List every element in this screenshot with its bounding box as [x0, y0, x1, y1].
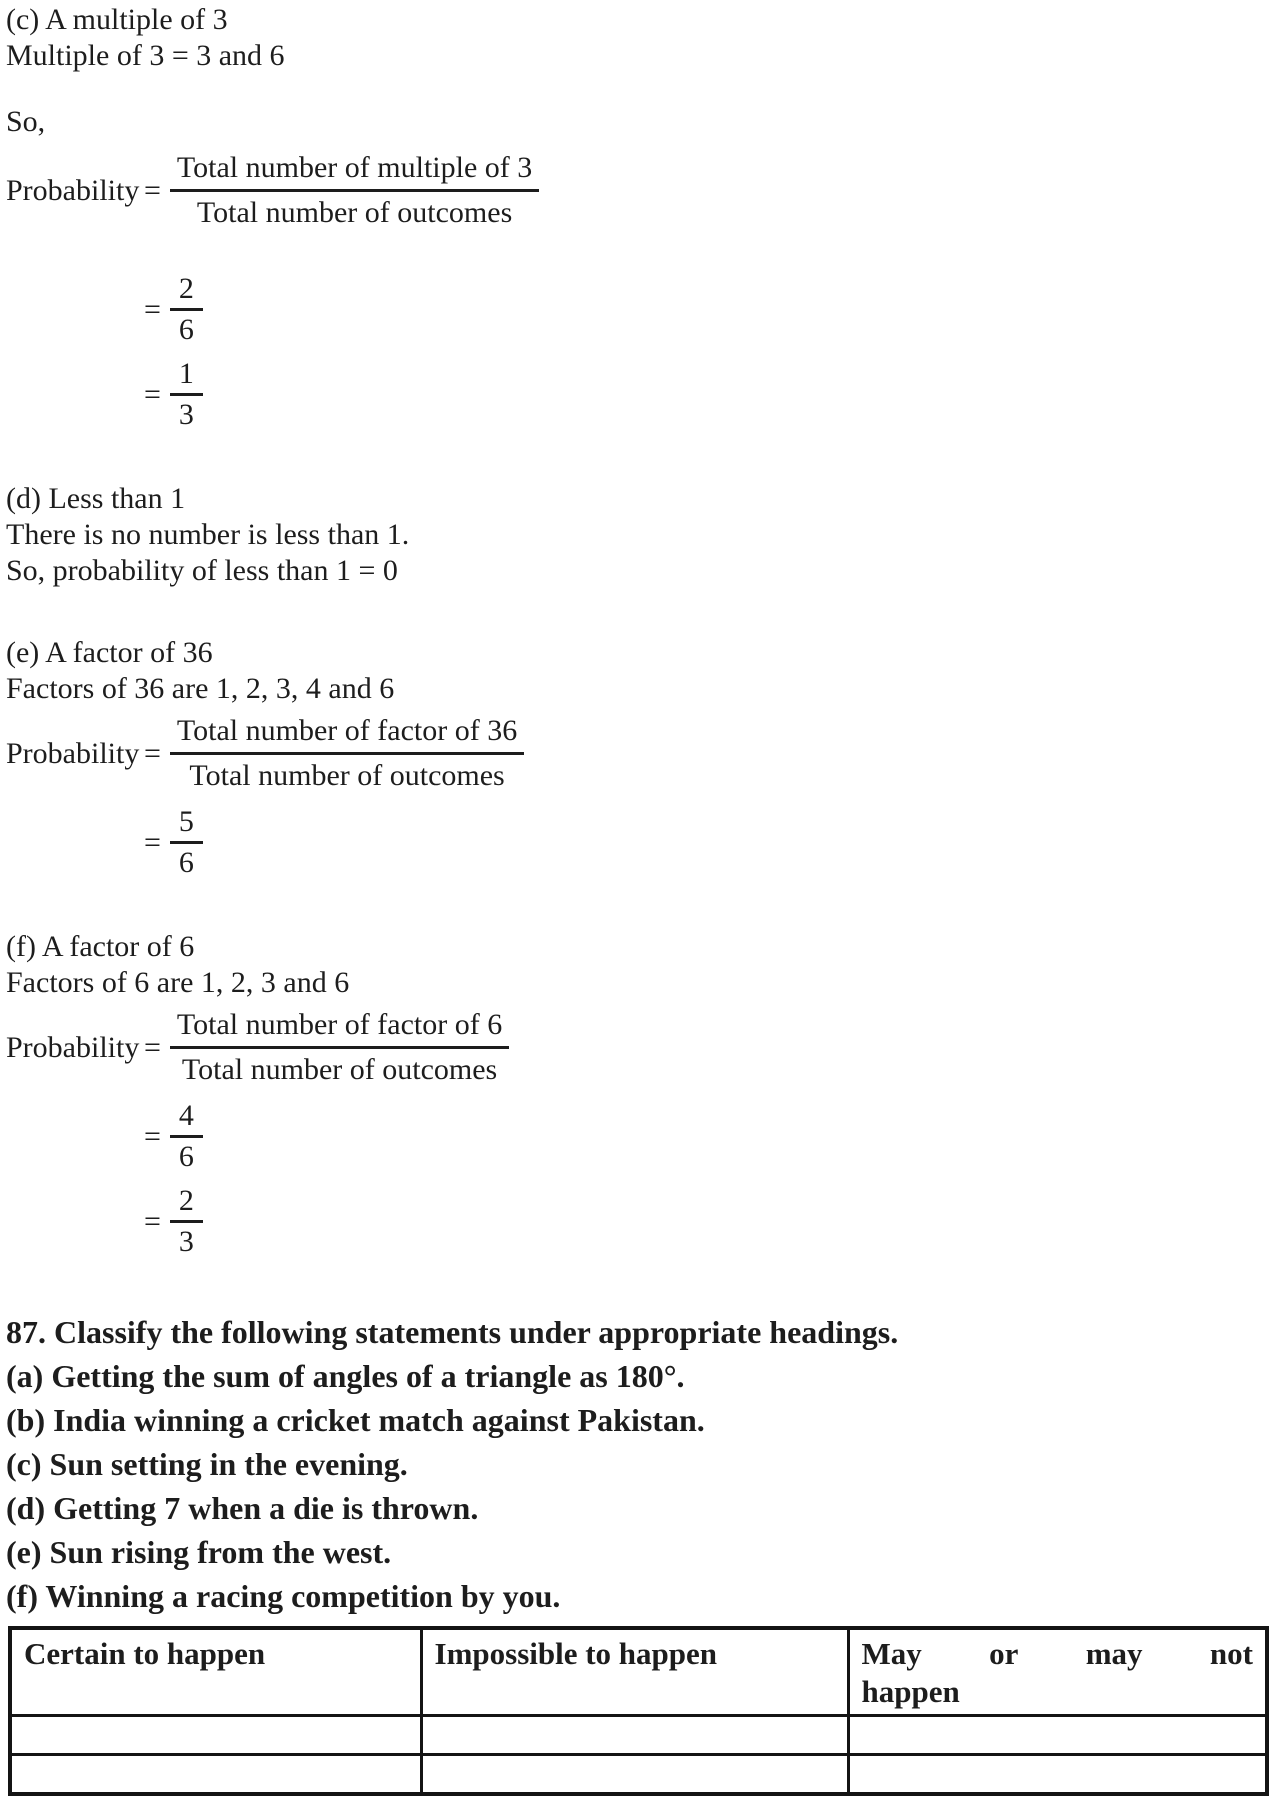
value-fraction [170, 1100, 203, 1173]
value-fraction [170, 273, 203, 346]
table-empty-row [10, 1755, 1267, 1794]
equals-sign: = [144, 377, 161, 411]
part-d-line1: There is no number is less than 1. [6, 518, 410, 551]
blank-line [6, 74, 1267, 104]
header-certain-to-happen: Certain to happen [10, 1628, 421, 1716]
classification-table [8, 1626, 1269, 1796]
part-f-heading: (f) A factor of 6 [6, 930, 195, 963]
solution-part-f [6, 929, 1267, 1258]
fraction-denominator: 3 [178, 1225, 194, 1258]
solution-part-c [6, 2, 1267, 431]
part-e-probability-equation [6, 713, 1267, 794]
value-fraction [170, 358, 203, 431]
question-87-statement-c: (c) Sun setting in the evening. [6, 1446, 408, 1482]
fraction-numerator: Total number of factor of 36 [170, 713, 524, 755]
fraction-denominator: 6 [178, 313, 194, 346]
probability-label: Probability [6, 1030, 140, 1064]
solution-part-e [6, 635, 1267, 879]
fraction-denominator: 6 [178, 846, 194, 879]
part-f-step-2 [6, 1185, 1267, 1258]
fraction-denominator: Total number of outcomes [181, 1053, 498, 1086]
solution-part-d [6, 481, 1267, 589]
equals-sign: = [144, 736, 161, 770]
part-c-probability-equation [6, 150, 1267, 231]
probability-label: Probability [6, 173, 140, 207]
fraction-denominator: Total number of outcomes [189, 759, 505, 792]
fraction-numerator: 5 [170, 806, 203, 844]
part-e-step-1 [6, 806, 1267, 879]
question-87-statement-b: (b) India winning a cricket match against Pakistan. [6, 1402, 705, 1438]
part-e-statement: Factors of 36 are 1, 2, 3, 4 and 6 [6, 672, 395, 705]
part-c-step-2 [6, 358, 1267, 431]
equals-sign: = [144, 173, 161, 207]
table-empty-row [10, 1716, 1267, 1755]
value-fraction [170, 1185, 203, 1258]
table-empty-cell [421, 1755, 848, 1794]
probability-fraction [170, 713, 524, 794]
fraction-numerator: 4 [170, 1100, 203, 1138]
equals-sign: = [144, 1204, 161, 1238]
part-c-statement: Multiple of 3 = 3 and 6 [6, 39, 285, 72]
question-87-statement-a: (a) Getting the sum of angles of a triangle as 180°. [6, 1358, 685, 1394]
part-c-step-1 [6, 273, 1267, 346]
header-may-or-may-not-happen: May or may not happen [848, 1628, 1267, 1716]
fraction-numerator: 2 [170, 273, 203, 311]
probability-fraction [170, 150, 539, 231]
table-empty-cell [848, 1716, 1267, 1755]
fraction-numerator: Total number of factor of 6 [170, 1007, 509, 1049]
fraction-numerator: 2 [170, 1185, 203, 1223]
part-f-step-1 [6, 1100, 1267, 1173]
part-d-heading: (d) Less than 1 [6, 482, 186, 515]
table-empty-cell [10, 1716, 421, 1755]
part-f-probability-equation [6, 1007, 1267, 1088]
fraction-denominator: 3 [178, 398, 194, 431]
part-c-heading: (c) A multiple of 3 [6, 3, 228, 36]
part-f-statement: Factors of 6 are 1, 2, 3 and 6 [6, 966, 350, 999]
header-impossible-to-happen: Impossible to happen [421, 1628, 848, 1716]
table-empty-cell [421, 1716, 848, 1755]
equals-sign: = [144, 1030, 161, 1064]
table-empty-cell [848, 1755, 1267, 1794]
question-87-statement-d: (d) Getting 7 when a die is thrown. [6, 1490, 479, 1526]
question-87-statement-e: (e) Sun rising from the west. [6, 1534, 392, 1570]
equals-sign: = [144, 825, 161, 859]
fraction-numerator: Total number of multiple of 3 [170, 150, 539, 192]
fraction-numerator: 1 [170, 358, 203, 396]
question-87-statement-f: (f) Winning a racing competition by you. [6, 1578, 561, 1614]
equals-sign: = [144, 1119, 161, 1153]
part-e-heading: (e) A factor of 36 [6, 636, 213, 669]
fraction-denominator: 6 [178, 1140, 194, 1173]
question-87 [6, 1310, 1267, 1796]
probability-label: Probability [6, 736, 140, 770]
table-empty-cell [10, 1755, 421, 1794]
fraction-denominator: Total number of outcomes [196, 196, 513, 229]
part-d-line2: So, probability of less than 1 = 0 [6, 554, 398, 587]
question-87-title: 87. Classify the following statements under appropriate headings. [6, 1314, 899, 1350]
table-header-row [10, 1628, 1267, 1716]
value-fraction [170, 806, 203, 879]
equals-sign: = [144, 292, 161, 326]
part-c-so-label: So, [6, 105, 46, 138]
probability-fraction [170, 1007, 509, 1088]
